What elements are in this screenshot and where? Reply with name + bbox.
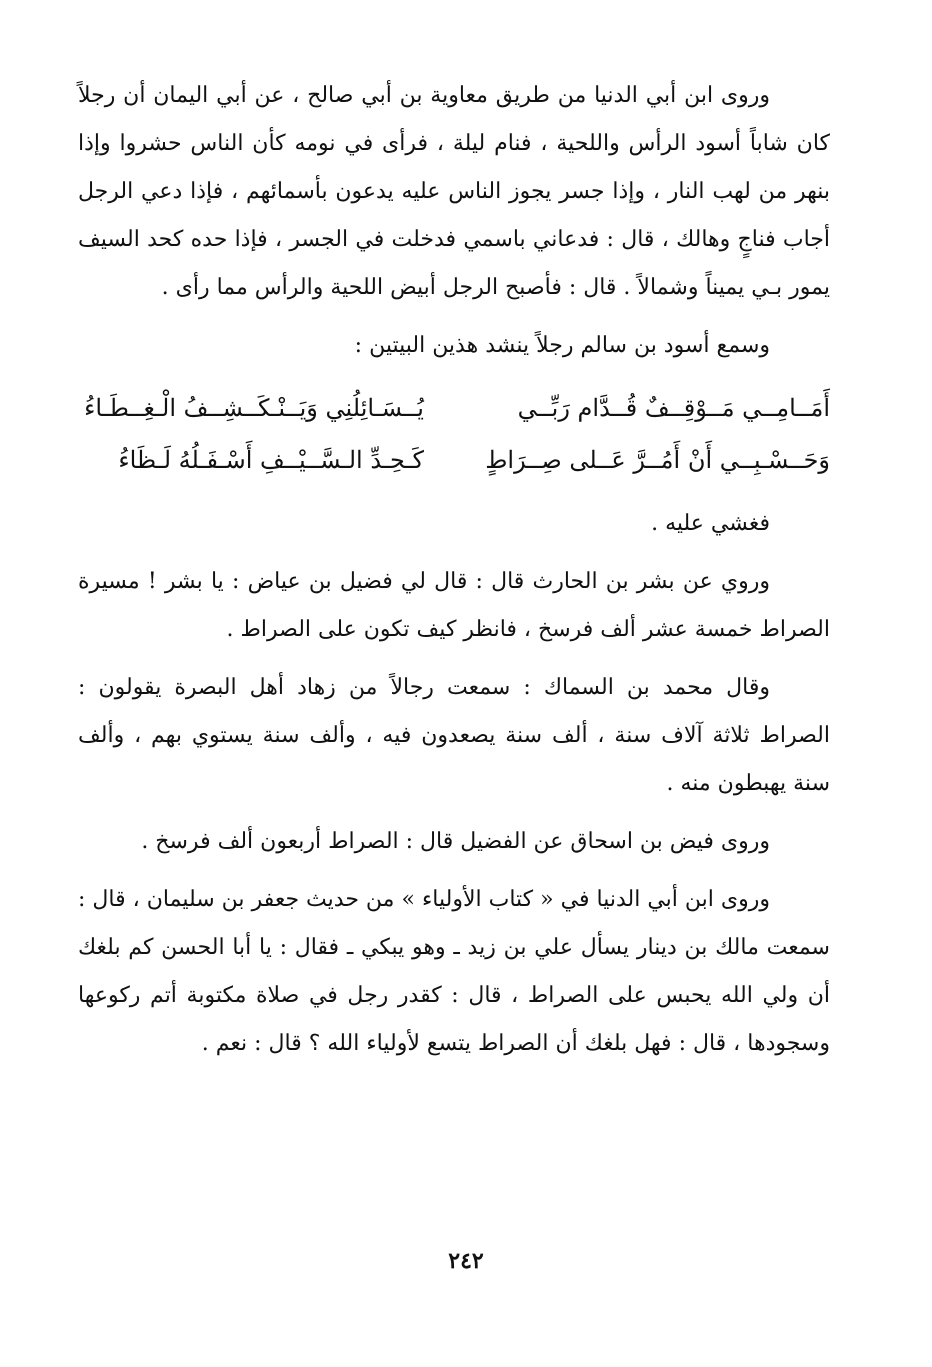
paragraph-awliya: وروى ابن أبي الدنيا في « كتاب الأولياء » من حديث جعفر بن سليمان ، قال : سمعت مالك بن دينار يسأل علي بن زيد ـ وهو يبكي ـ فقال : يا أبا الحسن كم بلغك أن ولي الله يحبس على الصراط ، قال : كقدر رجل في صلاة مكتوبة أتم ركوعها وسجودها ، قال : فهل بلغك أن الصراط يتسع لأولياء الله ؟ قال : نعم . xyxy=(78,887,830,1056)
verse-first-hemistich: وَحَــسْـبِــي أَنْ أَمُــرَّ عَــلى صِــرَاطٍ xyxy=(485,446,830,474)
body-text xyxy=(78,72,830,1068)
verse-line xyxy=(78,382,830,434)
page-number: ٢٤٢ xyxy=(448,1248,484,1274)
poem-verses xyxy=(78,382,830,486)
verse-second-hemistich: يُــسَـائِلُنِي وَيَــنْـكَــشِــفُ الْـغِــطَـاءُ xyxy=(84,394,424,422)
paragraph-ibn-sammak: وقال محمد بن السماك : سمعت رجالاً من زهاد أهل البصرة يقولون : الصراط ثلاثة آلاف سنة ، ألف سنة يصعدون فيه ، وألف سنة يستوي بهم ، وألف سنة يهبطون منه . xyxy=(78,675,830,796)
paragraph-verse-intro: وسمع أسود بن سالم رجلاً ينشد هذين البيتين : xyxy=(354,333,770,358)
verse-first-hemistich: أَمَــامِــي مَــوْقِــفٌ قُــدَّام رَبِّــي xyxy=(517,394,830,422)
verse-line xyxy=(78,434,830,486)
paragraph-dream-story: وروى ابن أبي الدنيا من طريق معاوية بن أبي صالح ، عن أبي اليمان أن رجلاً كان شاباً أسود الرأس واللحية ، فنام ليلة ، فرأى في نومه كأن الناس حشروا وإذا بنهر من لهب النار ، وإذا جسر يجوز الناس عليه يدعون بأسمائهم ، فإذا دعي الرجل أجاب فناجٍ وهالك ، قال : فدعاني باسمي فدخلت في الجسر ، فإذا حده كحد السيف يمور بـي يميناً وشمالاً . قال : فأصبح الرجل أبيض اللحية والرأس مما رأى . xyxy=(78,83,830,300)
verse-second-hemistich: كَـحِـدِّ الـسَّــيْــفِ أَسْـفَـلُهُ لَـظَاءُ xyxy=(118,446,424,474)
paragraph-fayd: وروى فيض بن اسحاق عن الفضيل قال : الصراط أربعون ألف فرسخ . xyxy=(141,829,770,854)
paragraph-bishr: وروي عن بشر بن الحارث قال : قال لي فضيل بن عياض : يا بشر ! مسيرة الصراط خمسة عشر ألف فرسخ ، فانظر كيف تكون على الصراط . xyxy=(78,569,830,642)
paragraph-fainted: فغشي عليه . xyxy=(651,511,770,536)
